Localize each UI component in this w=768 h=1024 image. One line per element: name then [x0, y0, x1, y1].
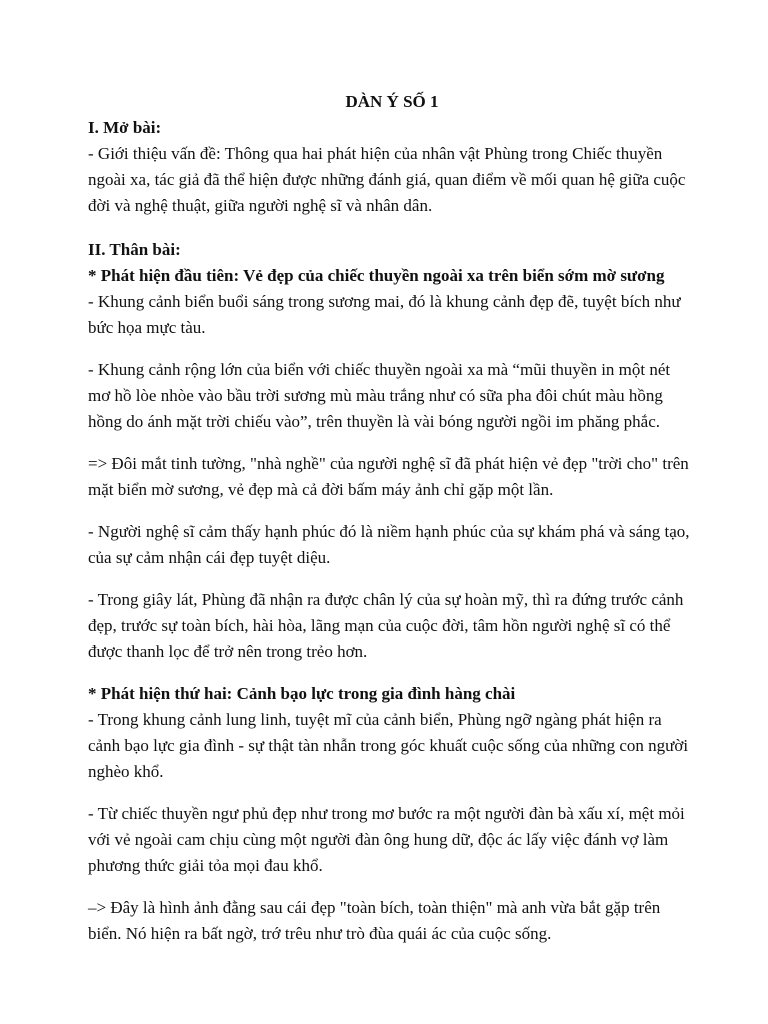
discovery1-heading: * Phát hiện đầu tiên: Vẻ đẹp của chiếc thuyền ngoài xa trên biển sớm mờ sương	[88, 266, 665, 285]
discovery1-paragraph: - Khung cảnh biển buổi sáng trong sương mai, đó là khung cảnh đẹp đẽ, tuyệt bích như bức họa mực tàu.	[88, 292, 681, 337]
document-title: DÀN Ý SỐ 1	[345, 92, 439, 111]
discovery1-paragraph: - Người nghệ sĩ cảm thấy hạnh phúc đó là niềm hạnh phúc của sự khám phá và sáng tạo, của sự cảm nhận cái đẹp tuyệt diệu.	[88, 522, 690, 567]
discovery1-paragraph: => Đôi mắt tinh tường, "nhà nghề" của người nghệ sĩ đã phát hiện vẻ đẹp "trời cho" trên mặt biển mờ sương, vẻ đẹp mà cả đời bấm máy ảnh chỉ gặp một lần.	[88, 454, 689, 499]
intro-heading: I. Mở bài:	[88, 118, 162, 137]
discovery2-paragraph: - Trong khung cảnh lung linh, tuyệt mĩ của cảnh biển, Phùng ngỡ ngàng phát hiện ra cảnh bạo lực gia đình - sự thật tàn nhẫn trong góc khuất cuộc sống của những con người nghèo khổ.	[88, 710, 689, 781]
discovery1-paragraph: - Khung cảnh rộng lớn của biển với chiếc thuyền ngoài xa mà “mũi thuyền in một nét mơ hồ lòe nhòe vào bầu trời sương mù màu trắng như có sữa pha đôi chút màu hồng hồng do ánh mặt trời chiếu vào”, trên thuyền là vài bóng người ngồi im phăng phắc.	[88, 360, 671, 431]
discovery1-paragraph: - Trong giây lát, Phùng đã nhận ra được chân lý của sự hoàn mỹ, thì ra đứng trước cảnh đẹp, trước sự toàn bích, hài hòa, lãng mạn của cuộc đời, tâm hồn người nghệ sĩ có thể được thanh lọc để trở nên trong trẻo hơn.	[88, 590, 684, 661]
discovery2-heading: * Phát hiện thứ hai: Cảnh bạo lực trong gia đình hàng chài	[88, 684, 516, 703]
document-page	[88, 89, 696, 947]
body-heading: II. Thân bài:	[88, 240, 181, 259]
discovery2-paragraph: –> Đây là hình ảnh đằng sau cái đẹp "toàn bích, toàn thiện" mà anh vừa bắt gặp trên biển. Nó hiện ra bất ngờ, trớ trêu như trò đùa quái ác của cuộc sống.	[88, 898, 661, 943]
intro-paragraph: - Giới thiệu vấn đề: Thông qua hai phát hiện của nhân vật Phùng trong Chiếc thuyền ngoài xa, tác giả đã thể hiện được những đánh giá, quan điểm về mối quan hệ giữa cuộc đời và nghệ thuật, giữa người nghệ sĩ và nhân dân.	[88, 144, 686, 215]
discovery2-paragraph: - Từ chiếc thuyền ngư phủ đẹp như trong mơ bước ra một người đàn bà xấu xí, mệt mỏi với vẻ ngoài cam chịu cùng một người đàn ông hung dữ, độc ác lấy việc đánh vợ làm phương thức giải tỏa mọi đau khổ.	[88, 804, 685, 875]
